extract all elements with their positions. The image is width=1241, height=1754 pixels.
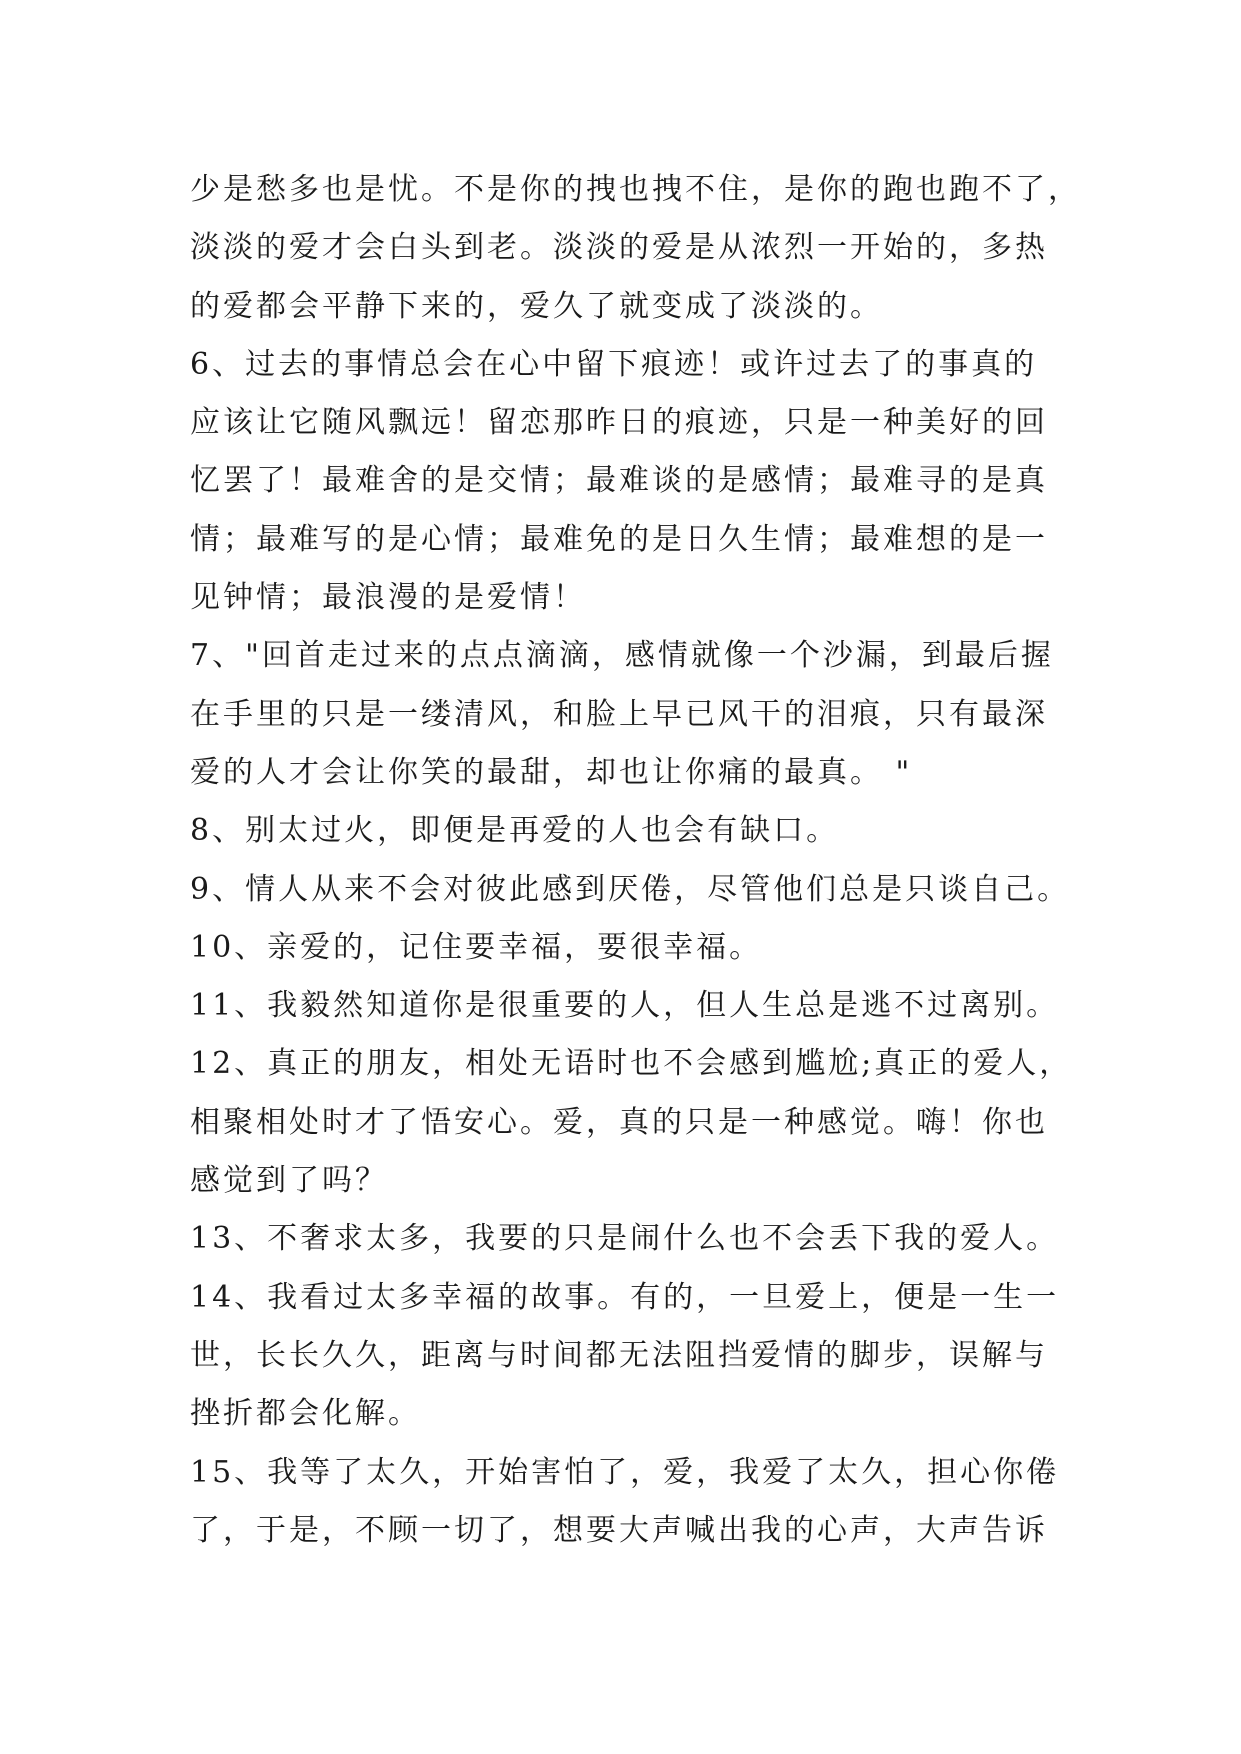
text-line: 情；最难写的是心情；最难免的是日久生情；最难想的是一: [190, 521, 1048, 557]
text-line: 15、我等了太久，开始害怕了，爱，我爱了太久，担心你倦: [190, 1454, 1060, 1490]
text-column: [190, 161, 1090, 1560]
text-line: 6、过去的事情总会在心中留下痕迹！或许过去了的事真的: [190, 346, 1038, 382]
text-line: 在手里的只是一缕清风，和脸上早已风干的泪痕，只有最深: [190, 696, 1048, 732]
text-line: 淡淡的爱才会白头到老。淡淡的爱是从浓烈一开始的，多热: [190, 230, 1048, 266]
text-line: 8、别太过火，即便是再爱的人也会有缺口。: [190, 813, 840, 849]
text-line: 13、不奢求太多，我要的只是闹什么也不会丢下我的爱人。: [190, 1221, 1060, 1257]
text-line: 忆罢了！最难舍的是交情；最难谈的是感情；最难寻的是真: [190, 463, 1048, 499]
text-line: 11、我毅然知道你是很重要的人，但人生总是逃不过离别。: [190, 988, 1060, 1024]
text-line: 14、我看过太多幸福的故事。有的，一旦爱上，便是一生一: [190, 1279, 1060, 1315]
text-line: 9、情人从来不会对彼此感到厌倦，尽管他们总是只谈自己。: [190, 871, 1071, 907]
text-line: 10、亲爱的，记住要幸福，要很幸福。: [190, 929, 763, 965]
text-line: 7、"回首走过来的点点滴滴，感情就像一个沙漏，到最后握: [190, 638, 1054, 674]
text-line: 爱的人才会让你笑的最甜，却也让你痛的最真。 ": [190, 754, 913, 790]
text-line: 了，于是，不顾一切了，想要大声喊出我的心声，大声告诉: [190, 1512, 1048, 1548]
text-line: 见钟情；最浪漫的是爱情！: [190, 580, 586, 616]
text-line: 相聚相处时才了悟安心。爱，真的只是一种感觉。嗨！你也: [190, 1104, 1048, 1140]
text-line: 感觉到了吗？: [190, 1163, 388, 1199]
text-line: 挫折都会化解。: [190, 1396, 421, 1432]
text-line: 12、真正的朋友，相处无语时也不会感到尴尬;真正的爱人，: [190, 1046, 1073, 1082]
text-line: 的爱都会平静下来的，爱久了就变成了淡淡的。: [190, 288, 883, 324]
text-line: 应该让它随风飘远！留恋那昨日的痕迹，只是一种美好的回: [190, 405, 1048, 441]
text-line: 世，长长久久，距离与时间都无法阻挡爱情的脚步，误解与: [190, 1337, 1048, 1373]
text-line: 少是愁多也是忧。不是你的拽也拽不住，是你的跑也跑不了，: [190, 172, 1081, 207]
